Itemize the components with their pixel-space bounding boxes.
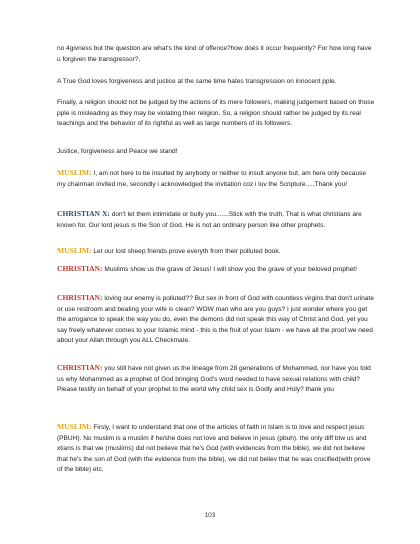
paragraph-forgiveness-question	[57, 44, 375, 65]
dialogue-text: you still have not given us the lineage from 28 generations of Mohammed, nor have you told us why Mohammed as a prophet of God bringing God's word needed to have sexual relations with child? Please testify on behalf of your prophet to the world why child sex is Godly and Holy? thank you	[57, 365, 371, 393]
dialogue-christian-grave	[57, 264, 375, 276]
speaker-label: CHRISTIAN:	[57, 293, 103, 302]
page-number: 103	[204, 512, 216, 519]
paragraph-text: no 4givness but the question are what's the kind of offence?how does it occur frequently? For how long have u forgiven the transgressor?,	[57, 45, 372, 63]
dialogue-text: Muslims show us the grave of Jesus! I will show you the grave of your beloved prophet!	[102, 266, 357, 273]
dialogue-text: don't let them intimidate or bully you.......Stick with the truth. That is what christians are known for. Our lord jesus is the Son of God. He is not an ordinary person like other prophets.	[57, 211, 362, 229]
speaker-label: CHRISTIAN X:	[57, 209, 110, 218]
paragraph-text: A True God loves forgiveness and justice at the same time hates transgression on innocent pple.	[57, 78, 337, 85]
paragraph-text: Finally, a religion should not be judged by the actions of its mere followers, making judgement based on those pple is misleading as they may be violating their religion. So, a religion should rather be judged by its real teachings and the behavior of its rightful as well as large numbers of its followers.	[57, 99, 375, 127]
paragraph-justice-motto	[57, 147, 375, 158]
speaker-label: MUSLIM:	[57, 168, 92, 177]
speaker-label: MUSLIM:	[57, 422, 92, 431]
dialogue-text: loving our enemy is polluted?? But sex in front of God with countless virgins that don't urinate or use restroom and beating your wife is clean? WOW man who are you guys? I just wonder where you get the arrogance to speak the way you do, even the demons did not speak this way of Christ and God, yet you say freely whatever comes to your Islamic mind - this is the fruit of your Islam - we have all the proof we need about your Allah through you ALL Checkmate.	[57, 295, 374, 344]
speaker-label: CHRISTIAN:	[57, 363, 103, 372]
dialogue-muslim-invited	[57, 168, 375, 190]
dialogue-muslim-faith	[57, 422, 375, 476]
paragraph-text: Justice, forgiveness and Peace we stand!	[57, 148, 178, 155]
paragraph-true-god	[57, 77, 375, 88]
dialogue-text: I, am not here to be insulted by anybody or neither to insult anyone but, am here only because my chairman invited me, secondly i acknowledged the invitation coz i luv the Scripture.....Thank you!	[57, 170, 367, 188]
dialogue-christian-x	[57, 209, 375, 231]
dialogue-text: Firsly, I want to understand that one of the articles of faith in Islam is to love and respect jesus (PBUH). No muslim is a muslim if he/she does not love and believe in jesus (pbuh). the only diff btw us and xtians is that we (muslims) did not believe that he's God (with evidences from the bible), we did not believe that he's the son of God (with the evidence from the bible), we did not believ that he was crucified(with prove of the bible) etc.	[57, 424, 371, 473]
speaker-label: CHRISTIAN:	[57, 264, 103, 273]
paragraph-judging-religion	[57, 98, 375, 130]
speaker-label: MUSLIM:	[57, 246, 92, 255]
dialogue-muslim-lost-sheep	[57, 246, 375, 258]
dialogue-text: Let our lost sheep friends prove everyth from their polluted book.	[91, 248, 281, 255]
dialogue-christian-enemy	[57, 293, 375, 347]
dialogue-christian-lineage	[57, 363, 375, 396]
